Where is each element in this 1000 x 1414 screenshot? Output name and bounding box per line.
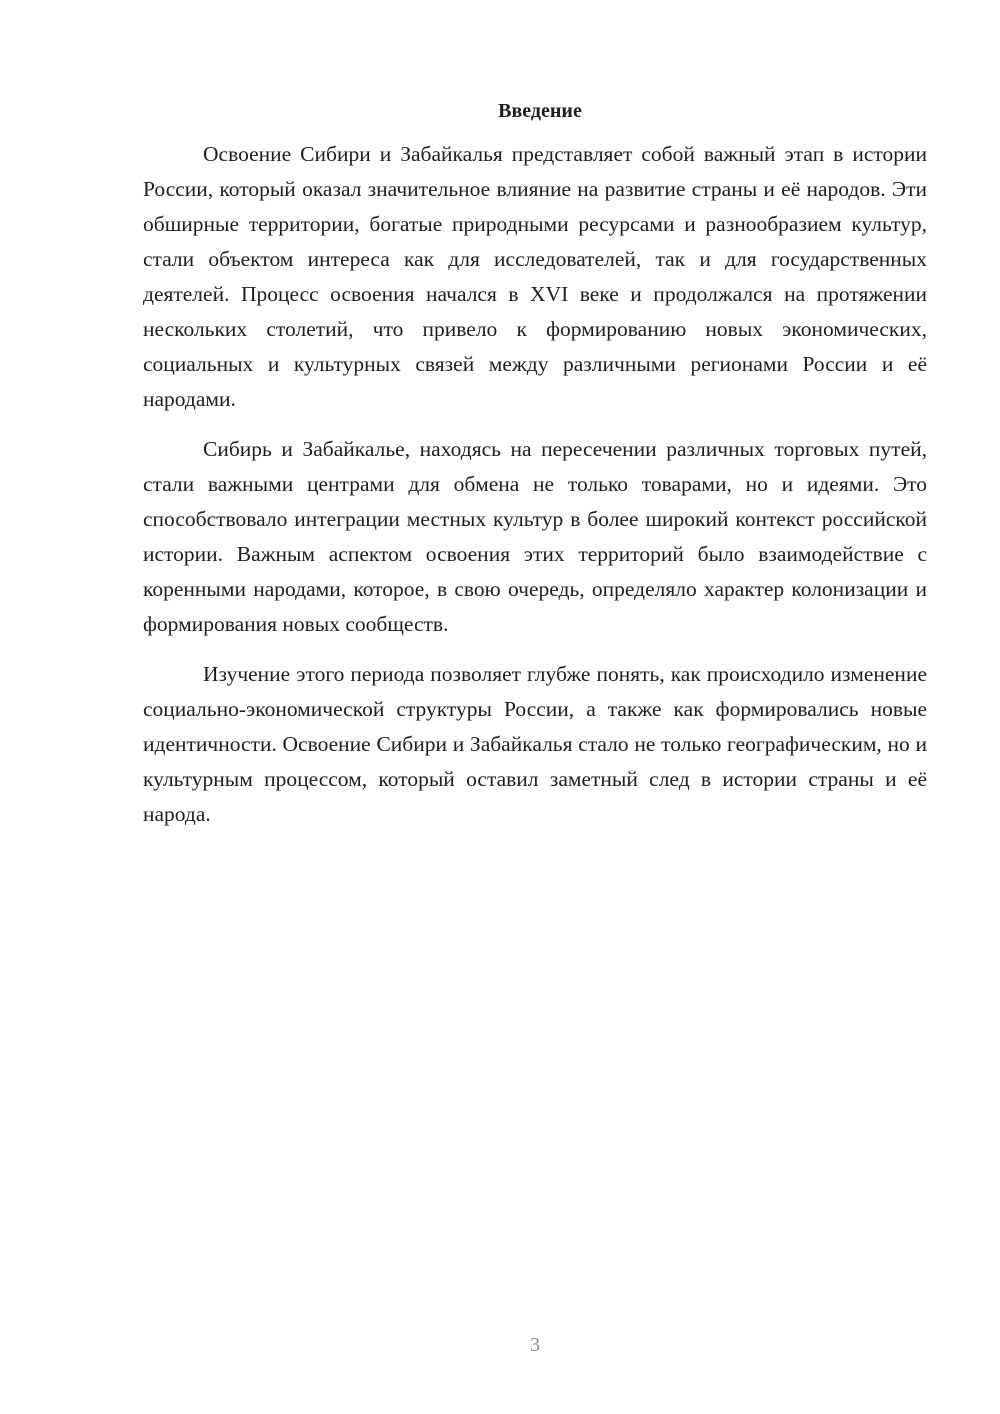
section-heading: Введение	[498, 100, 582, 122]
paragraph-1: Освоение Сибири и Забайкалья представляет собой важный этап в истории России, который оказал значительное влияние на развитие страны и её народов. Эти обширные территории, богатые природными ресурсами и разнообразием культур, стали объектом интереса как для исследователей, так и для государственных деятелей. Процесс освоения начался в XVI веке и продолжался на протяжении нескольких столетий, что привело к формированию новых экономических, социальных и культурных связей между различными регионами России и её народами.	[143, 142, 927, 411]
page-number: 3	[530, 1334, 540, 1356]
paragraph-3: Изучение этого периода позволяет глубже понять, как происходило изменение социально-экономической структуры России, а также как формировались новые идентичности. Освоение Сибири и Забайкалья стало не только географическим, но и культурным процессом, который оставил заметный след в истории страны и её народа.	[143, 662, 927, 826]
document-body	[143, 96, 927, 832]
paragraph-2: Сибирь и Забайкалье, находясь на пересечении различных торговых путей, стали важными центрами для обмена не только товарами, но и идеями. Это способствовало интеграции местных культур в более широкий контекст российской истории. Важным аспектом освоения этих территорий было взаимодействие с коренными народами, которое, в свою очередь, определяло характер колонизации и формирования новых сообществ.	[143, 437, 927, 636]
